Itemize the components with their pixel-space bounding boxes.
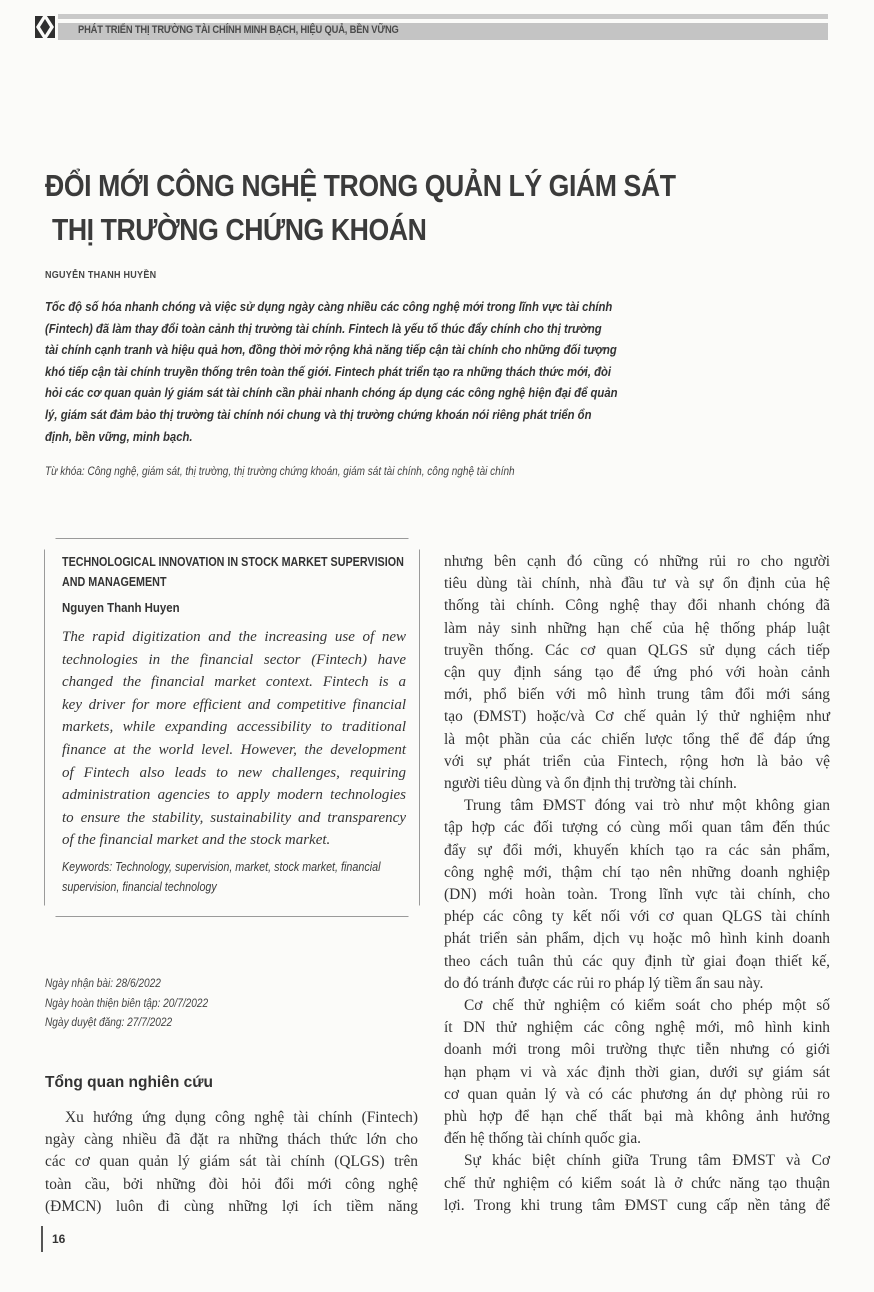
english-author: Nguyen Thanh Huyen	[62, 600, 180, 615]
date-edited: Ngày hoàn thiện biên tập: 20/7/2022	[45, 997, 209, 1010]
abstract	[45, 296, 645, 447]
paragraph-line: hạn phạm vi và xác định thời gian, dưới sự giám sát	[444, 1063, 830, 1081]
article-title-line: ĐỔI MỚI CÔNG NGHỆ TRONG QUẢN LÝ GIÁM SÁT	[45, 168, 676, 203]
paragraph-line: (DN) mới hoàn toàn. Trong lĩnh vực tài chính, cho	[444, 886, 830, 904]
paragraph-line: Xu hướng ứng dụng công nghệ tài chính (Fintech)	[65, 1109, 418, 1126]
running-header: PHÁT TRIỂN THỊ TRƯỜNG TÀI CHÍNH MINH BẠCH, HIỆU QUẢ, BỀN VỮNG	[78, 24, 399, 36]
paragraph-line: phù hợp để hạn chế thất bại mà không ảnh hưởng	[444, 1108, 830, 1126]
english-abstract-line: The rapid digitization and the increasing use of new	[62, 629, 406, 645]
english-keywords	[62, 857, 406, 897]
paragraph-line: thống tài chính. Công nghệ thay đổi nhanh chóng đã	[444, 597, 830, 615]
abstract-line: Tốc độ số hóa nhanh chóng và việc sử dụng ngày càng nhiều các công nghệ mới trong lĩnh vực tài chính	[45, 299, 613, 314]
english-abstract-line: technologies in the financial sector (Fintech) have	[62, 651, 406, 668]
paragraph-line: cơ quan quản lý và có các phương án dự phòng rủi ro	[444, 1085, 830, 1103]
paragraph-line: (ĐMCN) luôn đi cùng những lợi ích tiềm năng	[45, 1197, 418, 1215]
english-keywords-line: Keywords: Technology, supervision, market, stock market, financial	[62, 860, 381, 874]
paragraph-line: người tiêu dùng và ổn định thị trường tài chính.	[444, 775, 737, 793]
paragraph-line: các cơ quan quản lý giám sát tài chính (QLGS) trên	[45, 1153, 418, 1171]
paragraph-line: chế thử nghiệm có kiểm soát là ở chức năng tạo thuận	[444, 1174, 830, 1192]
abstract-line: lý, giám sát đảm bảo thị trường tài chính nói chung và thị trường chứng khoán nói riêng phát triển ổn	[45, 406, 592, 422]
article-dates	[45, 975, 208, 1034]
paragraph-line: đến hệ thống tài chính quốc gia.	[444, 1130, 642, 1148]
paragraph-line: công nghệ mới, thậm chí tạo nên những doanh nghiệp	[444, 863, 830, 881]
paragraph-line: ít DN thử nghiệm các công nghệ mới, mô hình kinh	[444, 1019, 830, 1037]
paragraph-line: làm nảy sinh những hạn chế của hệ thống pháp luật	[444, 619, 830, 637]
right-column-body	[444, 551, 830, 1217]
abstract-line: hỏi các cơ quan quản lý giám sát tài chính cần phải nhanh chóng áp dụng các công nghệ hiện đại để quản	[45, 385, 618, 401]
english-title-line: TECHNOLOGICAL INNOVATION IN STOCK MARKET SUPERVISION	[62, 555, 404, 569]
paragraph-line: phát triển sản phẩm, dịch vụ hoặc mô hình kinh doanh	[444, 930, 830, 948]
paragraph-line: cận quy định sáng tạo để ứng phó với hoàn cảnh	[444, 664, 830, 682]
paragraph-line: toàn cầu, bởi những đòi hỏi đổi mới công nghệ	[45, 1175, 418, 1193]
paragraph-line: đẩy sự đổi mới, khuyến khích tạo ra các sản phẩm,	[444, 841, 830, 859]
english-abstract-line: to ensure the stability, sustainability and transparency	[62, 809, 406, 826]
page-number: 16	[52, 1232, 66, 1246]
keywords-vi: Từ khóa: Công nghệ, giám sát, thị trường, thị trường chứng khoán, giám sát tài chính, công nghệ tài chính	[45, 466, 515, 478]
english-abstract	[62, 626, 406, 852]
header-rule	[58, 14, 828, 19]
paragraph-line: Trung tâm ĐMST đóng vai trò như một không gian	[464, 797, 830, 815]
english-abstract-line: of the financial market and the stock market.	[62, 832, 331, 849]
paragraph-line: doanh mới trong môi trường thực tiễn nhưng có giới	[444, 1041, 830, 1059]
left-column-body	[45, 1107, 418, 1218]
english-abstract-line: administration agencies to apply modern technologies	[62, 787, 406, 804]
english-abstract-line: key driver for more efficient and competitive financial	[62, 696, 406, 713]
paragraph-line: với sự phát triển của Fintech, rộng hơn là bảo vệ	[444, 752, 830, 770]
paragraph-line: Sự khác biệt chính giữa Trung tâm ĐMST và Cơ	[464, 1152, 830, 1170]
abstract-line: (Fintech) đã làm thay đổi toàn cảnh thị trường tài chính. Fintech là yếu tố thúc đẩy chính cho thị trường	[45, 320, 602, 336]
english-abstract-line: changed the financial market context. Fintech is a	[62, 674, 406, 691]
abstract-line: tài chính cạnh tranh và hiệu quả hơn, đồng thời mở rộng khả năng tiếp cận tài chính cho những đối tượng	[45, 342, 617, 358]
article-title-line: THỊ TRƯỜNG CHỨNG KHOÁN	[45, 212, 427, 247]
paragraph-line: mới, phổ biến với mô hình trung tâm đổi mới sáng	[444, 686, 830, 704]
paragraph-line: nhưng bên cạnh đó cũng có những rủi ro cho người	[444, 553, 830, 570]
magazine-logo-icon	[34, 11, 56, 43]
paragraph-line: là một phần của các chiến lược tổng thể để đáp ứng	[444, 730, 830, 748]
english-abstract-line: markets, while expanding accessibility to traditional	[62, 719, 406, 736]
english-abstract-line: finance at the world level. However, the development	[62, 741, 406, 758]
paragraph-line: theo cách tuân thủ các quy định từ giai đoạn thiết kế,	[444, 952, 830, 970]
paragraph-line: ngày càng nhiều đã đặt ra những thách thức lớn cho	[45, 1131, 418, 1149]
abstract-line: khó tiếp cận tài chính truyền thống trên toàn thế giới. Fintech phát triển tạo ra những thách thức mới, đòi	[45, 363, 612, 379]
paragraph-line: tập hợp các đối tượng có cùng mối quan tâm đến thúc	[444, 819, 830, 837]
date-approved: Ngày duyệt đăng: 27/7/2022	[45, 1017, 173, 1029]
article-author: NGUYỄN THANH HUYỀN	[45, 270, 157, 281]
section-heading: Tổng quan nghiên cứu	[45, 1074, 213, 1091]
english-title-line: AND MANAGEMENT	[62, 575, 167, 589]
paragraph-line: Cơ chế thử nghiệm có kiểm soát cho phép một số	[464, 997, 830, 1015]
paragraph-line: do đó tránh được các rủi ro pháp lý tiềm ẩn sau này.	[444, 974, 764, 992]
english-keywords-line: supervision, financial technology	[62, 880, 217, 894]
english-title	[62, 552, 404, 592]
paragraph-line: tạo (ĐMST) hoặc/và Cơ chế quản lý thử nghiệm như	[444, 708, 830, 726]
page-number-bar	[41, 1226, 43, 1252]
english-abstract-line: of Fintech also leads to new challenges, requiring	[62, 764, 406, 781]
paragraph-line: phép các công ty kết nối với cơ quan QLGS tài chính	[444, 908, 830, 926]
paragraph-line: tiêu dùng tài chính, nhà đầu tư và sự ổn định của hệ	[444, 575, 830, 593]
date-received: Ngày nhận bài: 28/6/2022	[45, 978, 161, 990]
abstract-line: định, bền vững, minh bạch.	[45, 428, 193, 444]
paragraph-line: truyền thống. Các cơ quan QLGS sử dụng cách tiếp	[444, 641, 830, 659]
paragraph-line: lợi. Trong khi trung tâm ĐMST cung cấp nền tảng để	[444, 1196, 830, 1214]
